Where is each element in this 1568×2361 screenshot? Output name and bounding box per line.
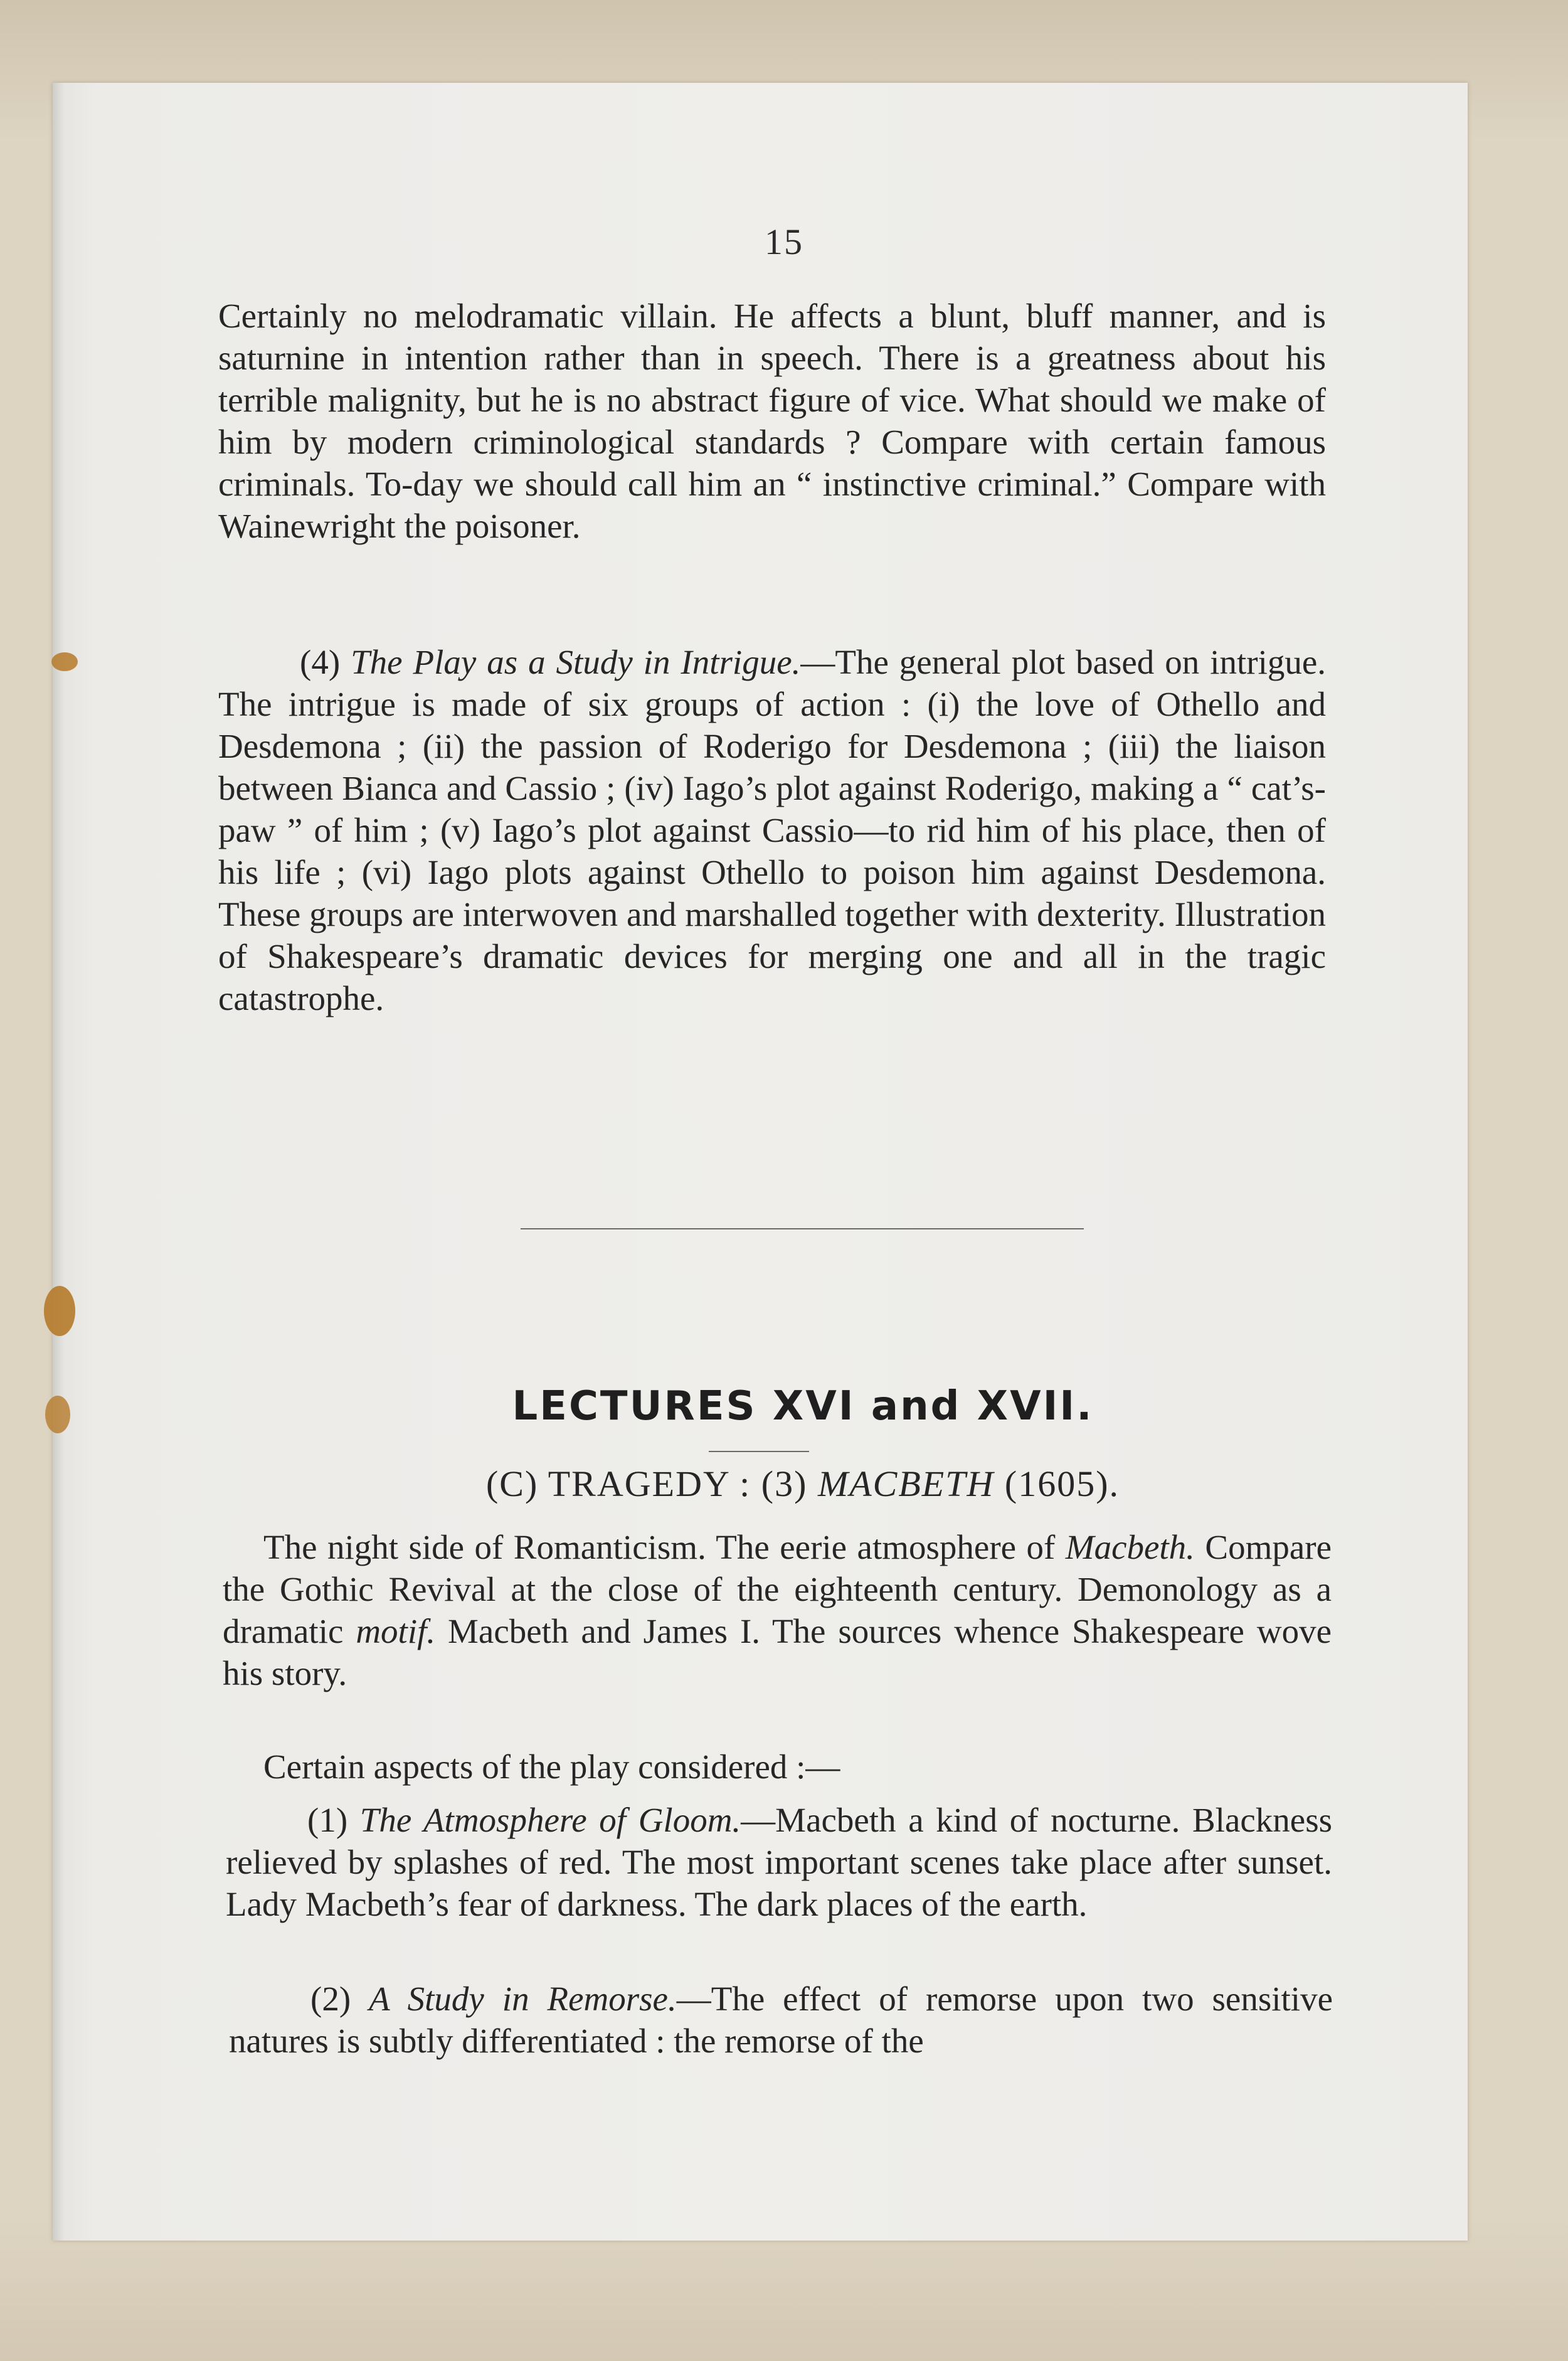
section-heading: A Study in Remorse. — [369, 1980, 677, 2018]
intro-italic: Macbeth. — [1065, 1528, 1195, 1566]
paragraph-remorse — [229, 1978, 1333, 2062]
paragraph-iago-character: Certainly no melodramatic villain. He affects a blunt, bluff manner, and is saturnine in intention rather than in speech. There is a greatness about his terrible malignity, but he is no abstract figure of vice. What should we make of him by modern criminological standards ? Compare with certain famous criminals. To-day we should call him an “ instinctive criminal.” Compare with Wainewright the poisoner. — [218, 297, 1326, 545]
paragraph-atmosphere — [226, 1799, 1332, 1925]
paragraph-macbeth-intro — [223, 1526, 1332, 1694]
lecture-subtitle — [0, 1463, 1568, 1505]
section-text: —The effect of remorse upon two sensitive natures is subtly differentiated : the remorse of the — [229, 1980, 1333, 2060]
section-text: —Macbeth a kind of nocturne. Blackness relieved by splashes of red. The most important scenes take place after sunset. Lady Macbeth’s fear of darkness. The dark places of the earth. — [226, 1801, 1332, 1923]
section-number: (1) — [307, 1801, 348, 1839]
foxing-stain — [51, 652, 78, 671]
section-heading: The Play as a Study in Intrigue. — [351, 643, 801, 681]
intro-text: Compare the Gothic Revival at the close of the eighteenth century. Demonology as a dramatic — [223, 1528, 1332, 1650]
intro-text: The night side of Romanticism. The eerie atmosphere of — [263, 1528, 1066, 1566]
intro-italic: motif. — [356, 1612, 436, 1650]
section-heading: The Atmosphere of Gloom. — [359, 1801, 741, 1839]
title-underline — [709, 1451, 809, 1452]
binding-gutter — [53, 83, 64, 2241]
intro-text: Macbeth and James I. The sources whence Shakespeare wove his story. — [223, 1612, 1332, 1692]
page-number: 15 — [765, 221, 803, 262]
foxing-stain — [44, 1286, 75, 1336]
section-divider — [521, 1228, 1084, 1229]
lecture-title: LECTURES XVI and XVII. — [512, 1383, 1094, 1430]
subtitle-play: MACBETH — [817, 1463, 995, 1504]
paragraph-aspects-intro: Certain aspects of the play considered :— — [263, 1748, 840, 1786]
section-number: (2) — [310, 1980, 351, 2018]
section-number: (4) — [300, 643, 341, 681]
subtitle-prefix: (C) TRAGEDY : (3) — [485, 1463, 818, 1504]
section-text: —The general plot based on intrigue. The intrigue is made of six groups of action : (i) the love of Othello and Desdemona ; (ii) the passion of Roderigo for Desdemona ; (iii) the liaison between Bianca and Cassio ; (iv) Iago’s plot against Roderigo, making a “ cat’s-paw ” of him ; (v) Iago’s plot against Cassio—to rid him of his place, then of his life ; (vi) Iago plots against Othello to poison him against Desdemona. These groups are interwoven and marshalled together with dexterity. Illustration of Shakespeare’s dramatic devices for merging one and all in the tragic catastrophe. — [218, 643, 1327, 1017]
paragraph-intrigue — [218, 641, 1326, 1019]
subtitle-suffix: (1605). — [994, 1463, 1120, 1504]
